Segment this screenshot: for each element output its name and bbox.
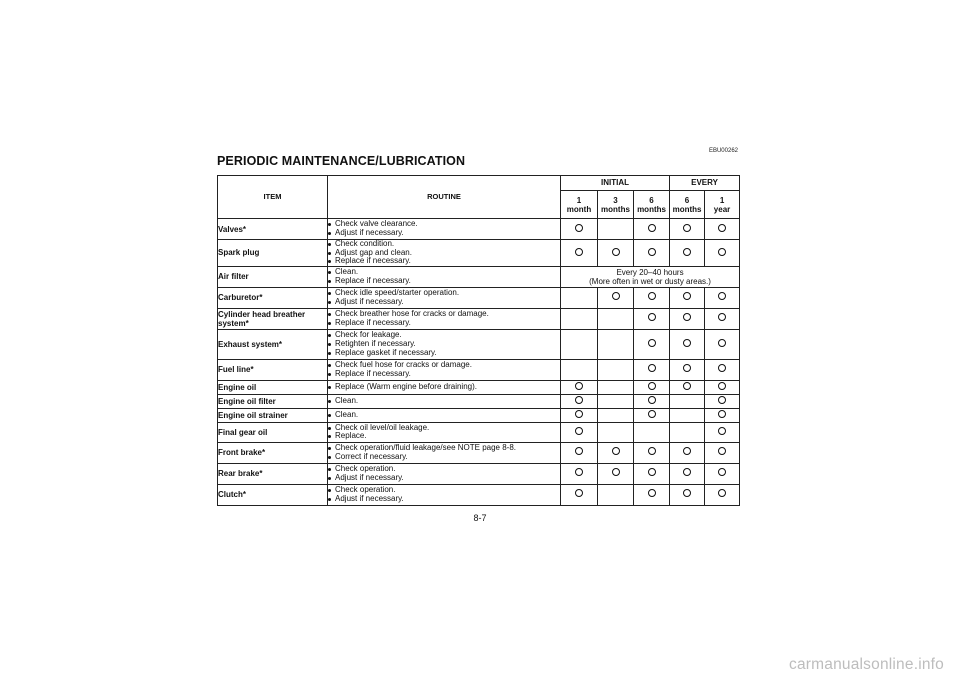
routine-step: Replace (Warm engine before draining).	[328, 383, 560, 392]
interval-cell	[670, 287, 705, 308]
interval-cell	[634, 422, 670, 442]
interval-cell	[598, 359, 634, 380]
service-circle-icon	[718, 427, 726, 435]
routine-step: Check oil level/oil leakage.	[328, 424, 560, 433]
interval-cell	[705, 219, 740, 240]
interval-cell	[561, 359, 598, 380]
period-number: 6	[684, 195, 690, 205]
service-circle-icon	[718, 313, 726, 321]
interval-cell	[634, 394, 670, 408]
service-circle-icon	[575, 382, 583, 390]
interval-cell	[598, 422, 634, 442]
interval-cell	[705, 308, 740, 329]
interval-cell	[670, 329, 705, 359]
interval-cell	[670, 380, 705, 394]
service-circle-icon	[648, 489, 656, 497]
routine-step: Clean.	[328, 397, 560, 406]
routine-step: Replace if necessary.	[328, 277, 560, 286]
routine-cell	[328, 240, 561, 267]
table-row	[218, 394, 740, 408]
item-name: Final gear oil	[218, 422, 328, 442]
routine-step: Replace if necessary.	[328, 319, 560, 328]
routine-step: Replace if necessary.	[328, 257, 560, 266]
period-number: 6	[649, 195, 654, 205]
interval-cell	[561, 287, 598, 308]
interval-cell	[670, 484, 705, 505]
interval-cell	[705, 422, 740, 442]
interval-cell	[670, 422, 705, 442]
interval-cell	[705, 329, 740, 359]
service-circle-icon	[612, 468, 620, 476]
document-code: EBU00262	[708, 148, 738, 154]
interval-cell	[634, 380, 670, 394]
service-circle-icon	[612, 447, 620, 455]
service-circle-icon	[648, 339, 656, 347]
interval-cell	[705, 408, 740, 422]
interval-note	[561, 266, 740, 287]
routine-step: Check valve clearance.	[328, 220, 560, 229]
interval-cell	[598, 463, 634, 484]
interval-cell	[705, 484, 740, 505]
routine-cell	[328, 408, 561, 422]
routine-step: Check operation.	[328, 465, 560, 474]
period-unit: year	[713, 204, 731, 214]
interval-cell	[598, 219, 634, 240]
service-circle-icon	[648, 248, 656, 256]
routine-step: Adjust if necessary.	[328, 495, 560, 504]
service-circle-icon	[718, 224, 726, 232]
interval-cell	[561, 442, 598, 463]
service-circle-icon	[718, 489, 726, 497]
period-unit: months	[637, 204, 666, 214]
interval-cell	[598, 442, 634, 463]
item-name: Valves*	[218, 219, 328, 240]
table-row	[218, 380, 740, 394]
interval-cell	[561, 463, 598, 484]
interval-cell	[598, 308, 634, 329]
period-unit: months	[601, 204, 630, 214]
routine-cell	[328, 422, 561, 442]
item-name: Exhaust system*	[218, 329, 328, 359]
service-circle-icon	[683, 468, 691, 476]
routine-cell	[328, 219, 561, 240]
interval-cell	[705, 442, 740, 463]
interval-cell	[561, 394, 598, 408]
period-header	[561, 191, 598, 219]
item-name: Spark plug	[218, 240, 328, 267]
service-circle-icon	[575, 489, 583, 497]
interval-cell	[670, 219, 705, 240]
service-circle-icon	[575, 248, 583, 256]
interval-cell	[670, 308, 705, 329]
service-circle-icon	[718, 248, 726, 256]
table-row	[218, 287, 740, 308]
service-circle-icon	[612, 248, 620, 256]
table-row	[218, 329, 740, 359]
service-circle-icon	[575, 410, 583, 418]
routine-step: Retighten if necessary.	[328, 340, 560, 349]
service-circle-icon	[683, 339, 691, 347]
routine-step: Correct if necessary.	[328, 453, 560, 462]
service-circle-icon	[683, 447, 691, 455]
routine-cell	[328, 442, 561, 463]
service-circle-icon	[648, 468, 656, 476]
table-row	[218, 422, 740, 442]
service-circle-icon	[648, 396, 656, 404]
service-circle-icon	[575, 427, 583, 435]
routine-step: Replace if necessary.	[328, 370, 560, 379]
interval-cell	[705, 380, 740, 394]
interval-cell	[670, 359, 705, 380]
routine-step: Clean.	[328, 411, 560, 420]
interval-note-line: Every 20–40 hours	[616, 267, 684, 277]
interval-cell	[561, 219, 598, 240]
item-name: Engine oil	[218, 380, 328, 394]
service-circle-icon	[612, 292, 620, 300]
service-circle-icon	[648, 447, 656, 455]
interval-cell	[634, 240, 670, 267]
interval-cell	[634, 408, 670, 422]
period-header	[634, 191, 670, 219]
routine-step: Check idle speed/starter operation.	[328, 289, 560, 298]
item-name: Fuel line*	[218, 359, 328, 380]
interval-cell	[598, 240, 634, 267]
page-title: PERIODIC MAINTENANCE/LUBRICATION	[217, 154, 466, 168]
service-circle-icon	[718, 447, 726, 455]
service-circle-icon	[718, 382, 726, 390]
period-number: 1	[576, 195, 582, 205]
interval-note-line: (More often in wet or dusty areas.)	[589, 276, 711, 286]
interval-cell	[670, 442, 705, 463]
item-name: Cylinder head breather system*	[218, 308, 328, 329]
routine-cell	[328, 359, 561, 380]
table-row	[218, 359, 740, 380]
service-circle-icon	[683, 364, 691, 372]
interval-cell	[634, 219, 670, 240]
service-circle-icon	[683, 224, 691, 232]
interval-cell	[705, 394, 740, 408]
interval-cell	[634, 463, 670, 484]
period-header	[598, 191, 634, 219]
header-routine: ROUTINE	[328, 176, 561, 219]
interval-cell	[634, 308, 670, 329]
service-circle-icon	[648, 382, 656, 390]
interval-cell	[634, 359, 670, 380]
routine-step: Check breather hose for cracks or damage.	[328, 310, 560, 319]
period-header	[670, 191, 705, 219]
interval-cell	[561, 308, 598, 329]
interval-cell	[561, 240, 598, 267]
routine-cell	[328, 394, 561, 408]
interval-cell	[561, 329, 598, 359]
service-circle-icon	[718, 292, 726, 300]
item-name: Engine oil strainer	[218, 408, 328, 422]
interval-cell	[634, 287, 670, 308]
interval-cell	[670, 240, 705, 267]
service-circle-icon	[575, 468, 583, 476]
interval-cell	[634, 442, 670, 463]
interval-cell	[561, 380, 598, 394]
service-circle-icon	[575, 447, 583, 455]
item-name: Engine oil filter	[218, 394, 328, 408]
interval-cell	[705, 287, 740, 308]
interval-cell	[598, 380, 634, 394]
interval-cell	[561, 408, 598, 422]
service-circle-icon	[718, 468, 726, 476]
routine-cell	[328, 287, 561, 308]
service-circle-icon	[648, 410, 656, 418]
routine-step: Check operation/fluid leakage/see NOTE page 8-8.	[328, 444, 560, 453]
routine-step: Check condition.	[328, 240, 560, 249]
period-unit: months	[672, 204, 702, 214]
interval-cell	[670, 463, 705, 484]
interval-cell	[598, 394, 634, 408]
interval-cell	[705, 463, 740, 484]
service-circle-icon	[718, 339, 726, 347]
table-row	[218, 484, 740, 505]
routine-step: Adjust if necessary.	[328, 298, 560, 307]
table-row	[218, 219, 740, 240]
service-circle-icon	[648, 313, 656, 321]
item-name: Air filter	[218, 266, 328, 287]
interval-cell	[670, 408, 705, 422]
interval-cell	[705, 240, 740, 267]
interval-cell	[705, 359, 740, 380]
item-name: Clutch*	[218, 484, 328, 505]
period-unit: month	[566, 204, 592, 214]
interval-cell	[670, 394, 705, 408]
interval-cell	[634, 329, 670, 359]
header-every: EVERY	[670, 176, 740, 191]
service-circle-icon	[683, 248, 691, 256]
routine-cell	[328, 463, 561, 484]
routine-step: Replace gasket if necessary.	[328, 349, 560, 358]
service-circle-icon	[718, 410, 726, 418]
interval-cell	[561, 484, 598, 505]
service-circle-icon	[683, 489, 691, 497]
routine-cell	[328, 329, 561, 359]
interval-cell	[598, 287, 634, 308]
routine-step: Check operation.	[328, 486, 560, 495]
period-number: 1	[719, 195, 725, 205]
page-number: 8-7	[473, 513, 487, 523]
maintenance-table	[217, 175, 740, 506]
routine-cell	[328, 308, 561, 329]
routine-step: Check for leakage.	[328, 331, 560, 340]
routine-step: Adjust if necessary.	[328, 474, 560, 483]
routine-step: Adjust gap and clean.	[328, 249, 560, 258]
item-name: Carburetor*	[218, 287, 328, 308]
period-number: 3	[613, 195, 618, 205]
service-circle-icon	[683, 382, 691, 390]
routine-step: Replace.	[328, 432, 560, 441]
table-row	[218, 240, 740, 267]
table-row	[218, 442, 740, 463]
service-circle-icon	[575, 396, 583, 404]
interval-cell	[598, 484, 634, 505]
item-name: Front brake*	[218, 442, 328, 463]
header-initial: INITIAL	[561, 176, 670, 191]
routine-cell	[328, 266, 561, 287]
table-row	[218, 308, 740, 329]
routine-step: Adjust if necessary.	[328, 229, 560, 238]
service-circle-icon	[575, 224, 583, 232]
interval-cell	[561, 422, 598, 442]
service-circle-icon	[718, 364, 726, 372]
routine-cell	[328, 380, 561, 394]
routine-step: Clean.	[328, 268, 560, 277]
table-row	[218, 408, 740, 422]
interval-cell	[598, 408, 634, 422]
table-row	[218, 463, 740, 484]
item-name: Rear brake*	[218, 463, 328, 484]
service-circle-icon	[648, 292, 656, 300]
interval-cell	[598, 329, 634, 359]
service-circle-icon	[648, 364, 656, 372]
table-row	[218, 266, 740, 287]
service-circle-icon	[683, 292, 691, 300]
watermark: carmanualsonline.info	[789, 656, 944, 673]
routine-step: Check fuel hose for cracks or damage.	[328, 361, 560, 370]
interval-cell	[634, 484, 670, 505]
service-circle-icon	[648, 224, 656, 232]
service-circle-icon	[683, 313, 691, 321]
period-header	[705, 191, 740, 219]
service-circle-icon	[718, 396, 726, 404]
routine-cell	[328, 484, 561, 505]
header-item: ITEM	[218, 176, 328, 219]
